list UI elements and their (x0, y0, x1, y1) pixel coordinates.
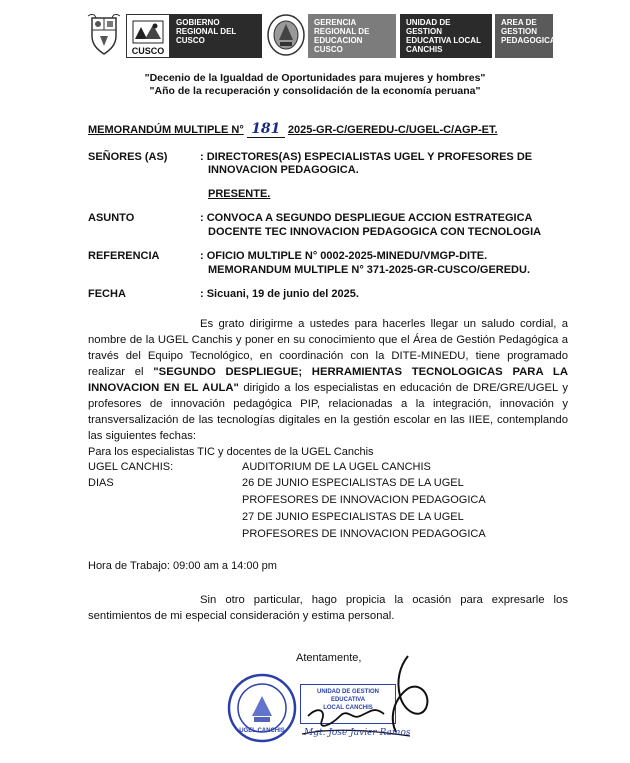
senores-label: SEÑORES (AS) (88, 151, 168, 163)
signer-name: Mgt. Jose Javier Ramos (304, 728, 411, 738)
anio-quote: "Año de la recuperación y consolidación de la economía peruana" (149, 85, 481, 97)
senores-value: : DIRECTORES(AS) ESPECIALISTAS UGEL Y PROFESORES DE (200, 151, 533, 163)
ugel-value: AUDITORIUM DE LA UGEL CANCHIS (242, 461, 431, 473)
round-seal-text: UGEL CANCHIS (239, 728, 285, 734)
seal-line-1: UNIDAD DE GESTION EDUCATIVA (316, 689, 379, 703)
dias-line-2: PROFESORES DE INNOVACION PEDAGOGICA (242, 494, 486, 506)
ugel-label: UGEL CANCHIS: (88, 461, 174, 473)
asunto-label: ASUNTO (88, 212, 135, 224)
body-intro: Es grato dirigirme a ustedes para hacerles llegar un saludo cordial, a nombre de la UGEL Canchis y poner en su conocimiento que el Área de Gestión Pedagógica a través del Equipo Tecnológico, en coordinación con la DITE-MINEDU, tiene programado realizar el (88, 318, 568, 378)
dias-line-1: 26 DE JUNIO ESPECIALISTAS DE LA UGEL (242, 477, 464, 489)
peru-shield-logo (86, 12, 122, 56)
asunto-value-2: DOCENTE TEC INNOVACION PEDAGOGICA CON TECNOLOGIA (208, 226, 542, 238)
cusco-logo (126, 14, 170, 58)
round-seal-stamp (226, 672, 298, 744)
decenio-quote: "Decenio de la Igualdad de Oportunidades para mujeres y hombres" (144, 72, 486, 84)
referencia-value: : OFICIO MULTIPLE N° 0002-2025-MINEDU/VMGP-DITE. (200, 250, 488, 262)
geredu-crest-icon (265, 12, 307, 58)
memo-title (88, 121, 498, 138)
org-gerencia-regional: GERENCIA REGIONAL DE EDUCACION CUSCO (308, 14, 396, 58)
fecha-value: : Sicuani, 19 de junio del 2025. (200, 288, 359, 300)
atentamente: Atentamente, (296, 652, 362, 664)
hora-trabajo: Hora de Trabajo: 09:00 am a 14:00 pm (88, 560, 277, 572)
memo-number-handwritten: 181 (247, 121, 285, 138)
memo-title-prefix: MEMORANDÚM MULTIPLE N° (88, 124, 244, 136)
asunto-value: : CONVOCA A SEGUNDO DESPLIEGUE ACCION ESTRATEGICA (200, 212, 533, 224)
memo-title-suffix: 2025-GR-C/GEREDU-C/UGEL-C/AGP-ET. (287, 124, 498, 136)
event-title: "SEGUNDO DESPLIEGUE; HERRAMIENTAS TECNOLOGICAS PARA LA INNOVACION EN EL AULA" (88, 366, 568, 394)
org-gobierno-regional: GOBIERNO REGIONAL DEL CUSCO (170, 14, 262, 58)
para-especialistas: Para los especialistas TIC y docentes de la UGEL Canchis (88, 446, 374, 458)
dias-line-3: 27 DE JUNIO ESPECIALISTAS DE LA UGEL (242, 511, 464, 523)
body-rest: dirigido a los especialistas en educación de DRE/GRE/UGEL y profesores de innovación pedagógica PIP, relacionadas a la integración, innovación y transversalización de las tecnologías digitales en la gestión escolar en las IIEE, contemplando las siguientes fechas: (88, 382, 568, 442)
referencia-value-2: MEMORANDUM MULTIPLE N° 371-2025-GR-CUSCO/GEREDU. (208, 264, 531, 276)
org-ugel-canchis: UNIDAD DE GESTION EDUCATIVA LOCAL CANCHIS (400, 14, 492, 58)
body-paragraph (88, 316, 568, 444)
seal-line-2: LOCAL CANCHIS (323, 705, 373, 711)
presente: PRESENTE. (208, 188, 271, 200)
dias-line-4: PROFESORES DE INNOVACION PEDAGOGICA (242, 528, 486, 540)
fecha-label: FECHA (88, 288, 126, 300)
closing-paragraph: Sin otro particular, hago propicia la ocasión para expresarle los sentimientos de mi especial consideración y estima personal. (88, 594, 568, 622)
logo-caption: CUSCO (131, 46, 165, 56)
dias-label: DIAS (88, 477, 114, 489)
org-area-gestion: AREA DE GESTION PEDAGOGICA (495, 14, 553, 58)
referencia-label: REFERENCIA (88, 250, 160, 262)
senores-value-2: INNOVACION PEDAGOGICA. (208, 164, 359, 176)
